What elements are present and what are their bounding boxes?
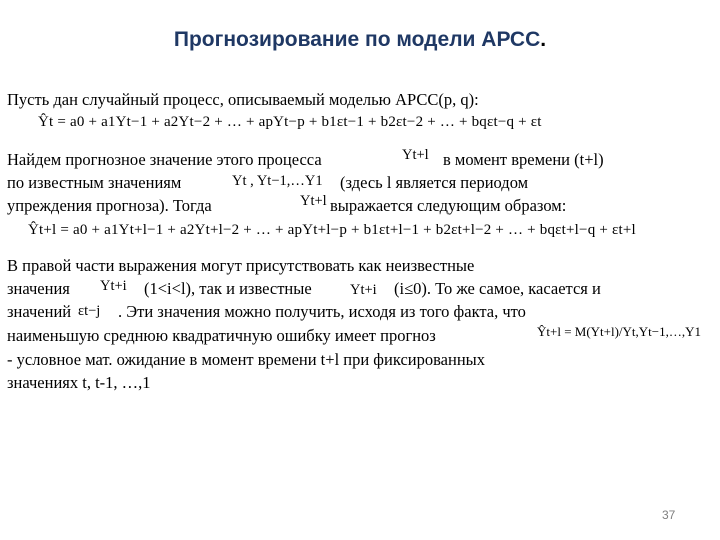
text-line-3a: по известным значениям bbox=[7, 173, 182, 192]
text-line-4b: выражается следующим образом: bbox=[330, 196, 567, 215]
formula-y-t-plus-l-2: Yt+l bbox=[300, 193, 327, 209]
text-line-2b: в момент времени (t+l) bbox=[443, 150, 604, 169]
formula-arma-model: Ŷt = a0 + a1Yt−1 + a2Yt−2 + … + apYt−p + b1εt−1 + b2εt−2 + … + bqεt−q + εt bbox=[38, 114, 542, 130]
text-line-6a: значения bbox=[7, 279, 70, 298]
slide-title: Прогнозирование по модели АРСС. bbox=[173, 28, 547, 51]
text-line-1: Пусть дан случайный процесс, описываемый моделью АРСС(p, q): bbox=[7, 90, 479, 109]
text-line-4a: упреждения прогноза). Тогда bbox=[7, 196, 212, 215]
text-line-6b: (1<i<l), так и известные bbox=[144, 279, 312, 298]
formula-eps-t-minus-j: εt−j bbox=[78, 303, 101, 319]
text-line-9: - условное мат. ожидание в момент времени t+l при фиксированных bbox=[7, 350, 485, 369]
formula-y-t-plus-i: Yt+i bbox=[100, 278, 127, 294]
formula-known-values: Yt , Yt−1,…Y1 bbox=[232, 173, 323, 189]
text-line-2a: Найдем прогнозное значение этого процесса bbox=[7, 150, 322, 169]
text-line-5: В правой части выражения могут присутствовать как неизвестные bbox=[7, 256, 475, 275]
text-line-6c: (i≤0). То же самое, касается и bbox=[394, 279, 601, 298]
page-number: 37 bbox=[662, 508, 676, 522]
text-line-3b: (здесь l является периодом bbox=[340, 173, 529, 192]
formula-conditional-expectation: Ŷt+l = M(Yt+l)/Yt,Yt−1,…,Y1 bbox=[537, 324, 702, 339]
formula-y-t-plus-i-2: Yt+i bbox=[350, 282, 377, 298]
formula-forecast-expansion: Ŷt+l = a0 + a1Yt+l−1 + a2Yt+l−2 + … + apYt+l−p + b1εt+l−1 + b2εt+l−2 + … + bqεt+l−q + εt+l bbox=[28, 222, 636, 238]
text-line-8a: наименьшую среднюю квадратичную ошибку имеет прогноз bbox=[7, 326, 436, 345]
text-line-7a: значений bbox=[7, 302, 72, 321]
text-line-7b: . Эти значения можно получить, исходя из того факта, что bbox=[118, 302, 526, 321]
text-line-10: значениях t, t-1, …,1 bbox=[7, 373, 151, 392]
formula-y-t-plus-l: Yt+l bbox=[402, 147, 429, 163]
